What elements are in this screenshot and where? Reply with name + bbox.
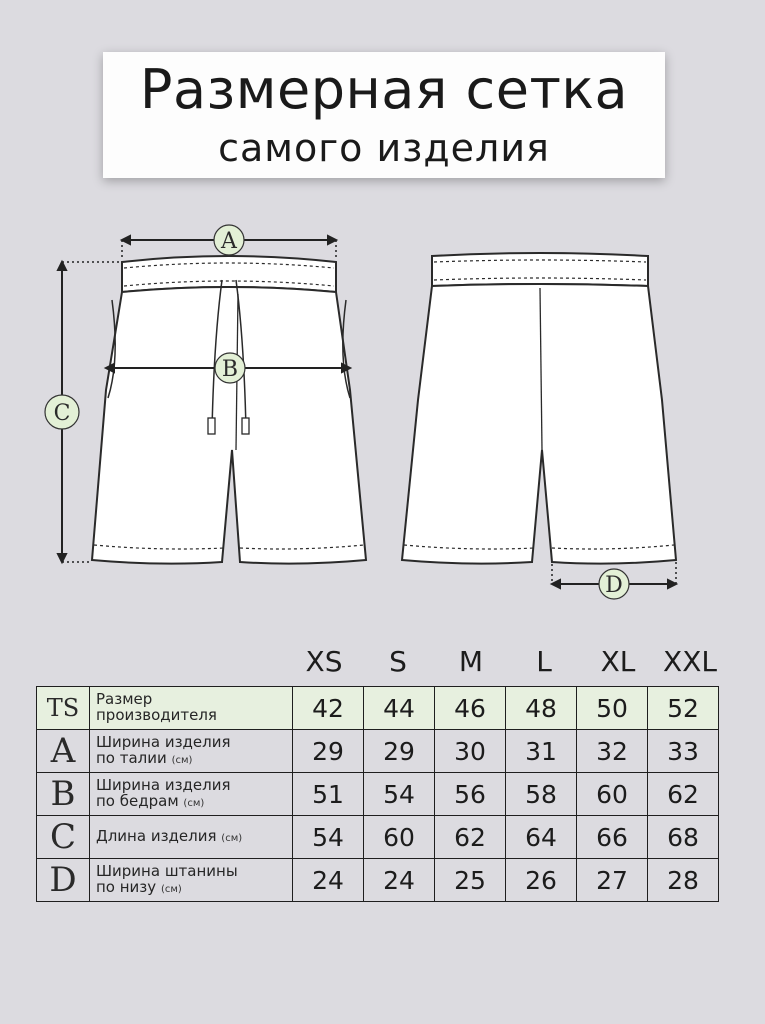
label-line1: Длина изделия <box>96 826 217 845</box>
badge-d <box>599 569 629 599</box>
svg-text:D: D <box>605 573 623 598</box>
value-cell: 42 <box>293 687 364 730</box>
row-label <box>90 859 293 902</box>
value-cell: 60 <box>364 816 435 859</box>
badge-b <box>215 353 245 383</box>
value-cell: 46 <box>435 687 506 730</box>
shorts-back <box>402 253 676 564</box>
title-sub: самого изделия <box>218 126 550 170</box>
label-unit: (см) <box>183 797 205 809</box>
row-key-a: A <box>37 730 90 773</box>
value-cell: 28 <box>648 859 719 902</box>
value-cell: 24 <box>364 859 435 902</box>
label-line2: по низу <box>96 877 157 896</box>
size-header-xl: XL <box>600 645 636 678</box>
label-unit: (см) <box>171 754 193 766</box>
row-label <box>90 816 293 859</box>
value-cell: 68 <box>648 816 719 859</box>
badge-a <box>214 225 244 255</box>
value-cell: 48 <box>506 687 577 730</box>
title-main: Размерная сетка <box>139 58 629 121</box>
value-cell: 25 <box>435 859 506 902</box>
value-cell: 26 <box>506 859 577 902</box>
label-line2: по бедрам <box>96 791 179 810</box>
size-header-s: S <box>389 645 407 678</box>
value-cell: 54 <box>364 773 435 816</box>
size-header-m: M <box>458 645 484 678</box>
value-cell: 32 <box>577 730 648 773</box>
value-cell: 64 <box>506 816 577 859</box>
label-unit: (см) <box>160 883 182 895</box>
label-line1: Размер <box>96 689 153 708</box>
table-row <box>37 816 719 859</box>
value-cell: 33 <box>648 730 719 773</box>
value-cell: 29 <box>293 730 364 773</box>
value-cell: 29 <box>364 730 435 773</box>
badge-c <box>45 395 79 429</box>
value-cell: 44 <box>364 687 435 730</box>
svg-text:B: B <box>221 357 239 382</box>
value-cell: 58 <box>506 773 577 816</box>
label-line1: Ширина штанины <box>96 861 238 880</box>
svg-text:C: C <box>53 401 71 426</box>
value-cell: 24 <box>293 859 364 902</box>
label-line2: производителя <box>96 705 217 724</box>
row-key-b: B <box>37 773 90 816</box>
size-header-xxl: XXL <box>663 645 717 678</box>
size-header-l: L <box>536 645 552 678</box>
size-header-xs: XS <box>305 645 343 678</box>
table-row <box>37 859 719 902</box>
value-cell: 62 <box>648 773 719 816</box>
shorts-front <box>92 256 366 564</box>
value-cell: 52 <box>648 687 719 730</box>
row-key-ts: TS <box>37 687 90 730</box>
value-cell: 56 <box>435 773 506 816</box>
size-table <box>36 686 719 902</box>
value-cell: 30 <box>435 730 506 773</box>
label-line1: Ширина изделия <box>96 732 231 751</box>
row-key-c: C <box>37 816 90 859</box>
value-cell: 60 <box>577 773 648 816</box>
value-cell: 27 <box>577 859 648 902</box>
value-cell: 62 <box>435 816 506 859</box>
label-line1: Ширина изделия <box>96 775 231 794</box>
svg-text:A: A <box>221 229 237 254</box>
value-cell: 54 <box>293 816 364 859</box>
value-cell: 50 <box>577 687 648 730</box>
label-line2: по талии <box>96 748 167 767</box>
table-row <box>37 773 719 816</box>
value-cell: 51 <box>293 773 364 816</box>
label-unit: (см) <box>221 832 243 844</box>
row-label <box>90 687 293 730</box>
value-cell: 66 <box>577 816 648 859</box>
value-cell: 31 <box>506 730 577 773</box>
row-key-d: D <box>37 859 90 902</box>
row-label <box>90 773 293 816</box>
table-row <box>37 730 719 773</box>
table-row <box>37 687 719 730</box>
row-label <box>90 730 293 773</box>
